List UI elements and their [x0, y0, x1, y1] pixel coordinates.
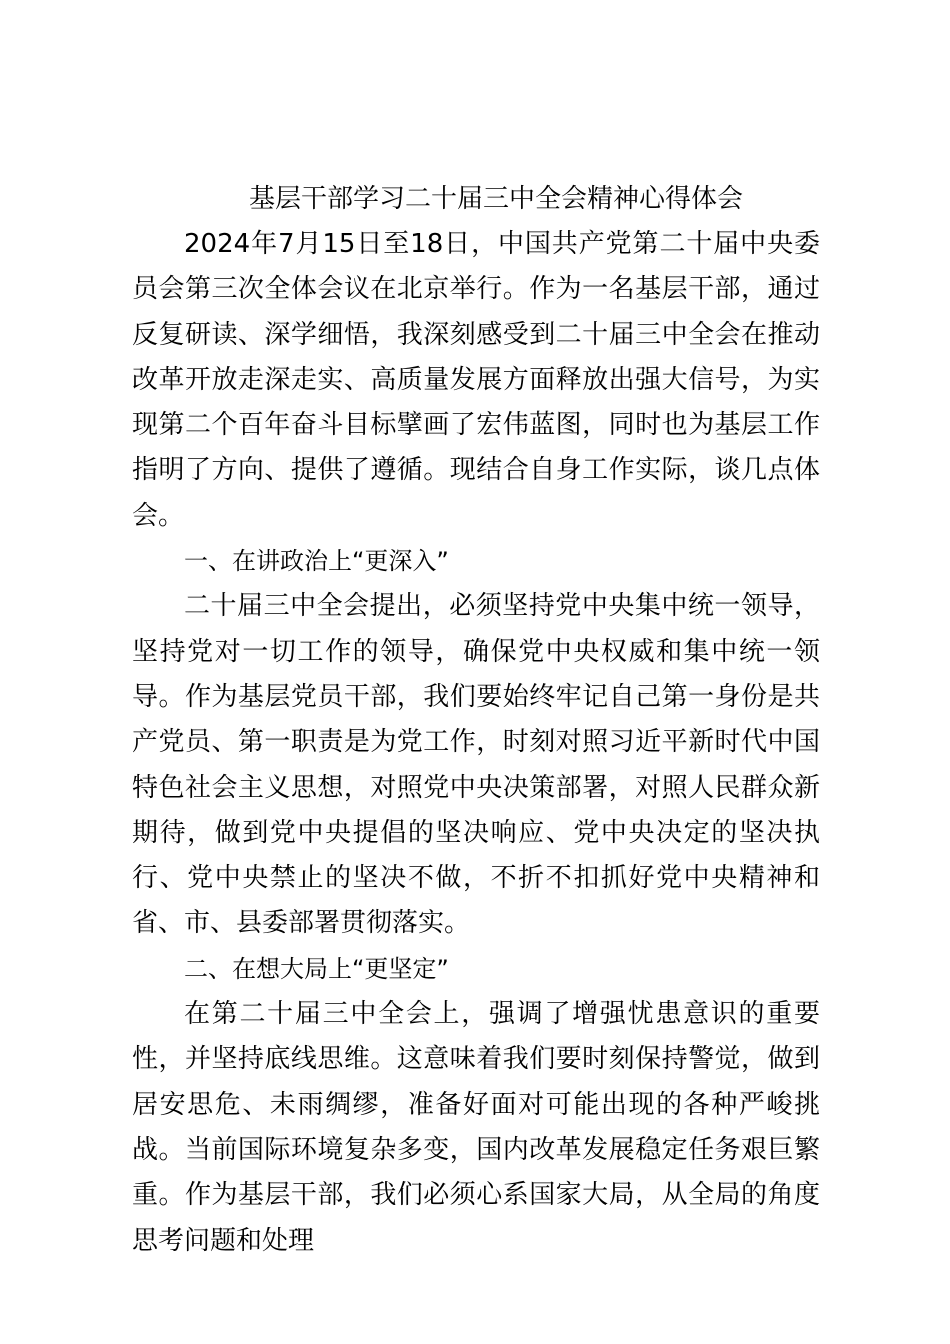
- paragraph-section-2: 在第二十届三中全会上，强调了增强忧患意识的重要性，并坚持底线思维。这意味着我们要时刻保持警觉，做到居安思危、未雨绸缪，准备好面对可能出现的各种严峻挑战。当前国际环境复杂多变，国内改革发展稳定任务艰巨繁重。作为基层干部，我们必须心系国家大局，从全局的角度思考问题和处理: [132, 999, 820, 1256]
- paragraph-section-1: 二十届三中全会提出，必须坚持党中央集中统一领导，坚持党对一切工作的领导，确保党中央权威和集中统一领导。作为基层党员干部，我们要始终牢记自己第一身份是共产党员、第一职责是为党工作，时刻对照习近平新时代中国特色社会主义思想，对照党中央决策部署，对照人民群众新期待，做到党中央提倡的坚决响应、党中央决定的坚决执行、党中央禁止的坚决不做，不折不扣抓好党中央精神和省、市、县委部署贯彻落实。: [132, 591, 820, 939]
- document-title: 基层干部学习二十届三中全会精神心得体会: [248, 184, 743, 214]
- paragraph-intro: 2024年7月15日至18日，中国共产党第二十届中央委员会第三次全体会议在北京举行。作为一名基层干部，通过反复研读、深学细悟，我深刻感受到二十届三中全会在推动改革开放走深走实、高质量发展方面释放出强大信号，为实现第二个百年奋斗目标擘画了宏伟蓝图，同时也为基层工作指明了方向、提供了遵循。现结合自身工作实际，谈几点体会。: [132, 229, 820, 531]
- section-heading-2: 二、在想大局上“更坚定”: [184, 954, 449, 983]
- document-body: [132, 176, 820, 1264]
- section-heading-1: 一、在讲政治上“更深入”: [184, 547, 449, 576]
